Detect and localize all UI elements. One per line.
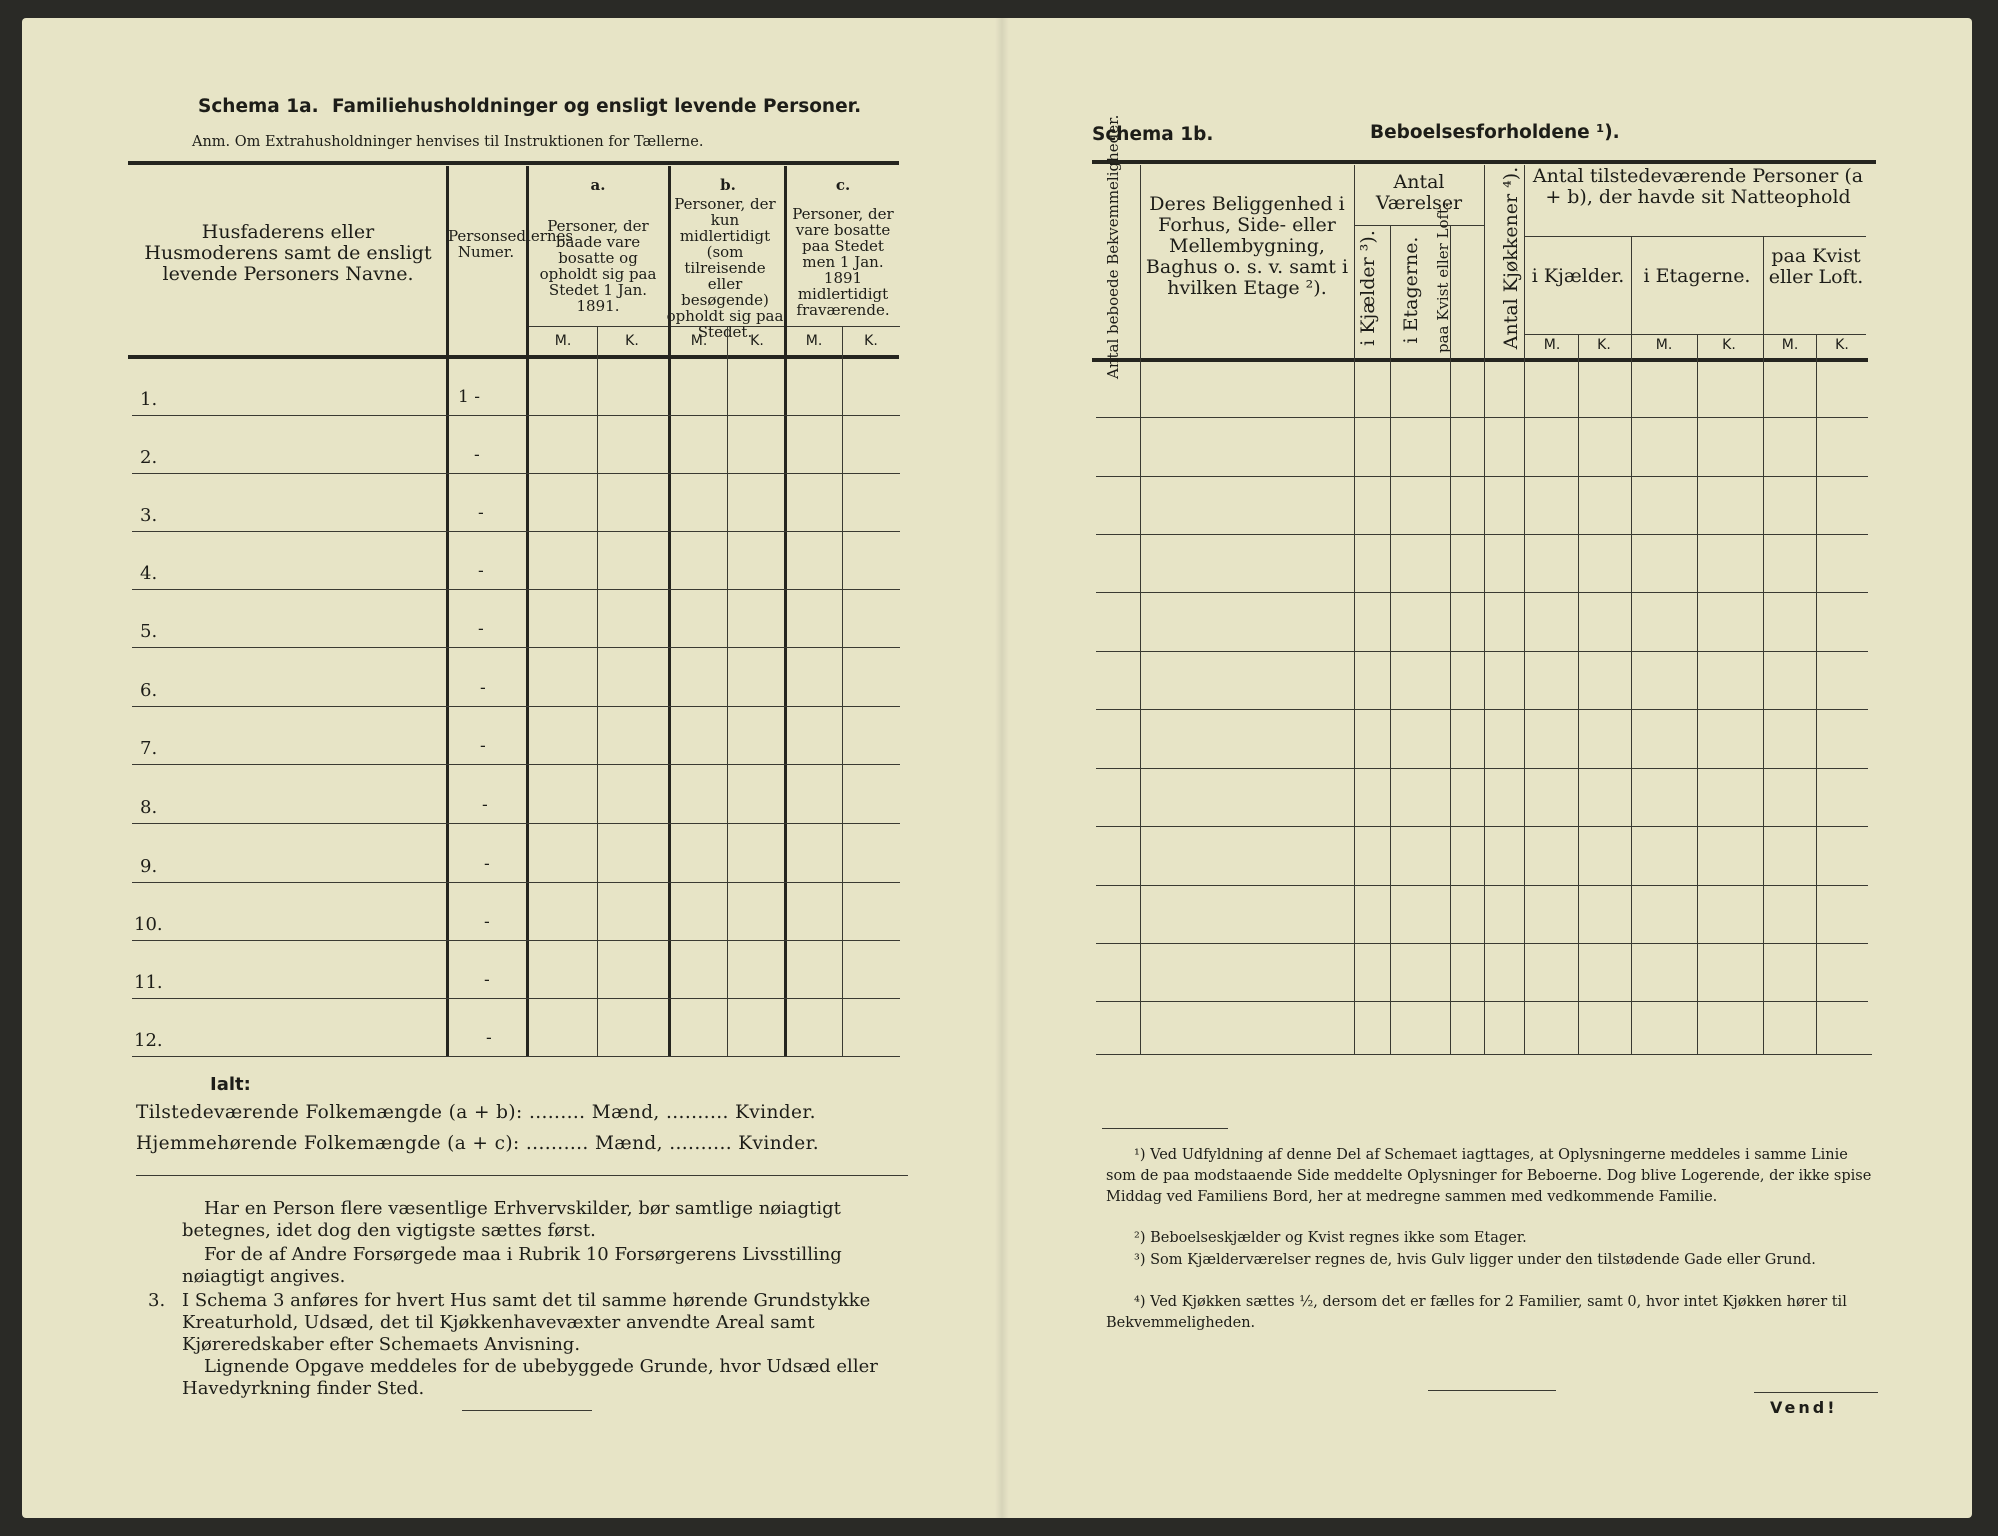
note-4: Lignende Opgave meddeles for de ubebyggede Grunde, hvor Udsæd eller Havedyrkning finder Sted.	[182, 1356, 878, 1399]
row-1b-line-4	[1096, 592, 1868, 593]
group-b-text: Personer, der kun midlertidigt (som tilreisende eller besøgende) opholdt sig paa Stedet.	[666, 195, 784, 341]
vrule-1b-10	[1763, 236, 1764, 1055]
row-1b-line-5	[1096, 651, 1868, 652]
vrule-a-mk	[597, 326, 598, 1056]
col-kjokkener-header: Antal Kjøkkener ⁴).	[1500, 166, 1522, 350]
row-number-12: 12.	[134, 1030, 163, 1051]
c-k-label: K.	[864, 333, 878, 349]
row-line-6	[132, 706, 900, 707]
table-1b-top-rule	[1092, 160, 1876, 164]
row-number-5: 5.	[140, 621, 158, 642]
row-number-3: 3.	[140, 505, 158, 526]
vrule-1b-4	[1450, 225, 1451, 1055]
group-b-label: b.	[720, 176, 736, 194]
p-kj-m: M.	[1543, 337, 1561, 353]
row-number-7: 7.	[140, 738, 158, 759]
ialt-label: Ialt:	[210, 1074, 251, 1095]
schema-1b-prefix: Schema 1b.	[1092, 124, 1214, 145]
footnote-1: ¹) Ved Udfyldning af denne Del af Schemaet iagttages, at Oplysningerne meddeles i samme Linie som de paa modstaaende Side meddelte Oplysninger for Beboerne. Dog blive Logerende, der ikke spise Middag ved Familiens Bord, her at medregne sammen med vedkommende Familie.	[1106, 1147, 1872, 1205]
note-2: For de af Andre Forsørgede maa i Rubrik 10 Forsørgerens Livsstilling nøiagtigt angives.	[182, 1244, 842, 1287]
group-c-label: c.	[835, 176, 851, 194]
vrule-a	[668, 166, 671, 1056]
vrule-1b-7	[1578, 334, 1579, 1055]
schema-1a-prefix: Schema 1a.	[198, 96, 319, 117]
note-3: I Schema 3 anføres for hvert Hus samt det til samme hørende Grundstykke Kreaturhold, Udsæd, det til Kjøkkenhavevæxter anvendte Areal samt Kjøreredskaber efter Schemaets Anvisning.	[182, 1290, 871, 1355]
row-line-5	[132, 647, 900, 648]
row-1b-line-7	[1096, 768, 1868, 769]
group-c-text: Personer, der vare bosatte paa Stedet men 1 Jan. 1891 midlertidigt fraværende.	[792, 205, 894, 319]
vrule-1b-1	[1140, 165, 1141, 1055]
group-a-text: Personer, der baade vare bosatte og opholdt sig paa Stedet 1 Jan. 1891.	[539, 217, 657, 315]
row-line-4	[132, 589, 900, 590]
row-line-1	[132, 415, 900, 416]
schema-1a-anm: Anm. Om Extrahusholdninger henvises til Instruktionen for Tællerne.	[192, 134, 704, 150]
row-1b-line-6	[1096, 709, 1868, 710]
tilstede-line: Tilstedeværende Folkemængde (a + b): ......... Mænd, .......... Kvinder.	[136, 1102, 816, 1123]
a-k-label: K.	[625, 333, 639, 349]
row-sheet-num-7: -	[480, 736, 486, 756]
vrule-1b-6	[1524, 165, 1525, 1055]
row-line-9	[132, 882, 900, 883]
footnote-4: ⁴) Ved Kjøkken sættes ½, dersom det er fælles for 2 Familier, samt 0, hvor intet Kjøkken hører til Bekvemmeligheden.	[1106, 1294, 1847, 1331]
header-1b-bottom-rule	[1092, 358, 1868, 362]
col-kjaelder-header: i Kjælder ³).	[1357, 230, 1379, 346]
col-names-header: Husfaderens eller Husmoderens samt de ensligt levende Personers Navne.	[144, 221, 432, 285]
row-1b-line-12	[1096, 1054, 1872, 1055]
group-a-label: a.	[590, 176, 606, 194]
vrule-number	[526, 166, 529, 1056]
p-kv-k: K.	[1835, 337, 1849, 353]
row-1b-line-3	[1096, 534, 1868, 535]
sub-etagerne-header: i Etagerne.	[1643, 265, 1751, 287]
row-sheet-num-12: -	[486, 1028, 492, 1048]
row-1b-line-10	[1096, 943, 1868, 944]
totals-rule	[136, 1175, 908, 1176]
row-1b-line-2	[1096, 476, 1868, 477]
table-top-rule	[128, 161, 899, 165]
row-sheet-num-1: 1 -	[458, 387, 480, 407]
a-m-label: M.	[554, 333, 572, 349]
sub-kjaelder-header: i Kjælder.	[1531, 265, 1625, 287]
note-1: Har en Person flere væsentlige Erhvervskilder, bør samtlige nøiagtigt betegnes, idet dog den vigtigste sættes først.	[182, 1198, 841, 1241]
b-m-label: M.	[690, 333, 708, 349]
persons-mk-rule	[1524, 334, 1866, 335]
row-sheet-num-5: -	[478, 619, 484, 639]
persons-group-rule	[1524, 236, 1866, 237]
row-sheet-num-3: -	[478, 503, 484, 523]
left-end-rule	[462, 1410, 592, 1411]
footnote-3: ³) Som Kjælderværelser regnes de, hvis Gulv ligger under den tilstødende Gade eller Grund.	[1134, 1252, 1816, 1268]
c-m-label: M.	[805, 333, 823, 349]
vrule-b-mk	[727, 326, 728, 1056]
end-rule-middle	[1428, 1390, 1556, 1391]
row-line-11	[132, 998, 900, 999]
row-1b-line-9	[1096, 885, 1868, 886]
schema-1b-title: Beboelsesforholdene ¹).	[1370, 122, 1620, 143]
hjemme-line: Hjemmehørende Folkemængde (a + c): .......... Mænd, .......... Kvinder.	[136, 1133, 820, 1154]
schema-1a-title: Familiehusholdninger og ensligt levende Personer.	[332, 96, 862, 117]
col-bekv-header: Antal beboede Bekvemmeligheder.	[1104, 114, 1122, 379]
row-1b-line-8	[1096, 826, 1868, 827]
col-persons-header: Antal tilstedeværende Personer (a + b), der havde sit Natteophold	[1532, 165, 1864, 208]
col-etagerne-header: i Etagerne.	[1400, 236, 1422, 344]
row-sheet-num-6: -	[480, 678, 486, 698]
footnote-rule	[1102, 1128, 1228, 1129]
row-number-6: 6.	[140, 680, 158, 701]
vrule-1b-2	[1354, 165, 1355, 1055]
vend-label: Vend!	[1770, 1398, 1838, 1417]
row-number-2: 2.	[140, 447, 158, 468]
row-sheet-num-4: -	[478, 561, 484, 581]
row-line-10	[132, 940, 900, 941]
row-1b-line-11	[1096, 1001, 1868, 1002]
row-line-12	[132, 1056, 900, 1057]
p-et-k: K.	[1722, 337, 1736, 353]
b-k-label: K.	[750, 333, 764, 349]
row-sheet-num-2: -	[474, 445, 480, 465]
row-line-3	[132, 531, 900, 532]
row-line-8	[132, 823, 900, 824]
end-rule-right	[1754, 1392, 1878, 1393]
row-sheet-num-9: -	[484, 854, 490, 874]
row-number-8: 8.	[140, 797, 158, 818]
vrule-names	[446, 166, 449, 1056]
vaerelser-rule	[1354, 225, 1484, 226]
vrule-1b-9	[1697, 334, 1698, 1055]
vrule-1b-5	[1484, 165, 1485, 1055]
row-sheet-num-10: -	[484, 912, 490, 932]
row-line-2	[132, 473, 900, 474]
row-number-10: 10.	[134, 914, 163, 935]
row-sheet-num-11: -	[484, 970, 490, 990]
p-kv-m: M.	[1781, 337, 1799, 353]
row-number-9: 9.	[140, 856, 158, 877]
row-number-4: 4.	[140, 563, 158, 584]
sub-kvist-header: paa Kvist eller Loft.	[1768, 245, 1864, 288]
p-et-m: M.	[1655, 337, 1673, 353]
row-line-7	[132, 764, 900, 765]
row-1b-line-1	[1096, 417, 1868, 418]
vrule-c-mk	[842, 326, 843, 1056]
vrule-b	[784, 166, 787, 1056]
page-fold	[995, 18, 1009, 1518]
col-vaerelser-header: Antal Værelser	[1375, 171, 1463, 214]
p-kj-k: K.	[1597, 337, 1611, 353]
row-number-1: 1.	[140, 389, 158, 410]
row-sheet-num-8: -	[482, 795, 488, 815]
footnote-2: ²) Beboelseskjælder og Kvist regnes ikke som Etager.	[1134, 1230, 1527, 1246]
col-kvist-header: paa Kvist eller Loft.	[1434, 203, 1452, 353]
note-3-number: 3.	[148, 1290, 166, 1311]
vrule-1b-3	[1390, 225, 1391, 1055]
col-beliggenhed-header: Deres Beliggenhed i Forhus, Side- eller Mellembygning, Baghus o. s. v. samt i hvilken Etage ²).	[1145, 193, 1349, 299]
col-number-header: Personsedlernes Numer.	[448, 227, 574, 261]
vrule-1b-8	[1631, 236, 1632, 1055]
row-number-11: 11.	[134, 972, 163, 993]
vrule-1b-11	[1816, 334, 1817, 1055]
